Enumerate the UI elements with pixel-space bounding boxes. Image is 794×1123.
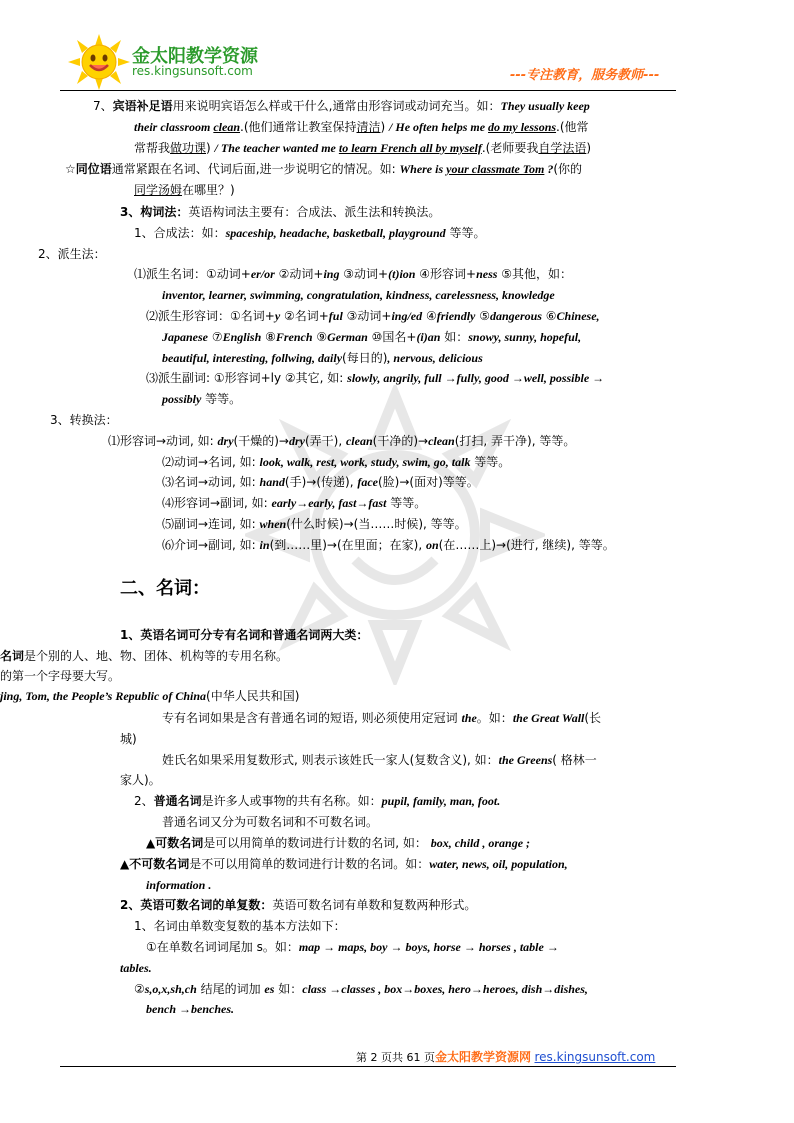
text-run: 同学汤姆: [134, 183, 183, 197]
example-text: their classroom: [134, 120, 214, 134]
term: 同位语: [75, 162, 112, 176]
text-run: (你的: [553, 162, 583, 176]
text-line: [134, 793, 500, 810]
text-run: 7、: [93, 99, 113, 113]
example-text: English: [222, 330, 262, 344]
text-line: [146, 1001, 234, 1018]
example-text: pupil, family, man, foot.: [381, 794, 501, 808]
example-text: on: [425, 538, 439, 552]
example-text: clean: [345, 434, 373, 448]
example-text: your classmate Tom: [446, 162, 545, 176]
text-run: (到……里)→(在里面；在家),: [269, 538, 426, 552]
text-run: ⑵动词→名词, 如:: [162, 455, 260, 469]
text-run: ⑩国名+: [367, 330, 417, 344]
text-run: ②名词+: [280, 309, 329, 323]
example-text: spaceship, headache, basketball, playground: [225, 226, 446, 240]
logo-url: res.kingsunsoft.com: [132, 64, 253, 78]
example-text: the: [461, 711, 477, 725]
heading: 2、派生法：: [38, 247, 106, 261]
text-run: 1、合成法：如：: [134, 226, 226, 240]
text-run: 如：: [274, 982, 303, 996]
text-run: ⑦: [208, 330, 223, 344]
text-line: [134, 225, 485, 242]
example-text: ness: [476, 267, 498, 281]
example-text: information .: [146, 878, 212, 892]
text-line: [0, 668, 120, 685]
text-line: [65, 161, 582, 178]
text-run: ②动词+: [274, 267, 324, 281]
example-text: dry: [288, 434, 305, 448]
text-line: [162, 474, 479, 491]
text-run: ⑤其他，如：: [497, 267, 573, 281]
header-divider: [60, 90, 676, 91]
example-text: clean: [213, 120, 241, 134]
example-text: map → maps, boy → boys, horse → horses , table →: [298, 940, 559, 954]
text-run: 常帮我: [134, 141, 171, 155]
text-line: [162, 454, 510, 471]
example-text: in: [259, 538, 270, 552]
example-text: Where is: [399, 162, 447, 176]
example-text: hand: [259, 475, 285, 489]
example-text: tables.: [120, 961, 152, 975]
text-run: 等等。: [445, 226, 486, 240]
example-text: friendly: [436, 309, 476, 323]
example-text: y: [274, 309, 281, 323]
text-line: [93, 98, 590, 115]
example-text: Chinese,: [556, 309, 600, 323]
text-line: [120, 204, 440, 221]
sun-icon: [68, 34, 130, 90]
term: 可数名词: [155, 836, 204, 850]
footer: [356, 1048, 655, 1065]
text-line: [162, 287, 555, 304]
text-line: [120, 731, 137, 748]
text-line: [38, 246, 106, 263]
header-slogan: ---专注教育，服务教师---: [510, 68, 660, 83]
text-run: ⑨: [312, 330, 328, 344]
text-line: [134, 140, 591, 157]
text-run: 是个别的人、地、物、团体、机构等的专用名称。: [24, 649, 289, 663]
text-line: [120, 772, 161, 789]
example-text: snowy, sunny, hopeful,: [468, 330, 582, 344]
text-run: 2、: [134, 794, 154, 808]
text-run: 通常紧跟在名词、代词后面,进一步说明它的情况。如:: [111, 162, 400, 176]
text-run: 如：: [440, 330, 469, 344]
text-run: ②: [134, 982, 145, 996]
text-run: 家人)。: [120, 773, 161, 787]
text-run: .(他常: [556, 120, 589, 134]
text-line: [162, 814, 378, 831]
example-text: ing/ed: [391, 309, 423, 323]
text-run: ): [586, 141, 592, 155]
text-run: ): [206, 141, 215, 155]
text-run: ): [380, 120, 390, 134]
text-run: 普通名词又分为可数名词和不可数名词。: [162, 815, 379, 829]
text-run: 是不可以用简单的数词进行计数的名词。如：: [189, 857, 430, 871]
text-line: [162, 516, 467, 533]
text-line: [162, 710, 601, 727]
text-run: 等等。: [470, 455, 511, 469]
example-text: They usually keep: [500, 99, 590, 113]
example-text: face: [357, 475, 378, 489]
text-line: [108, 433, 575, 450]
text-run: ⑶名词→动词, 如:: [162, 475, 260, 489]
text-run: (干燥的)→: [233, 434, 289, 448]
text-run: (脸)→(面对)等等。: [377, 475, 479, 489]
text-run: ③动词+: [342, 309, 392, 323]
text-run: (中华人民共和国): [206, 689, 300, 703]
example-text: (t)ion: [388, 267, 416, 281]
example-text: water, news, oil, population,: [429, 857, 568, 871]
text-run: 姓氏名如果采用复数形式, 则表示该姓氏一家人(复数含义), 如：: [162, 753, 499, 767]
text-run: 1、名词由单数变复数的基本方法如下：: [134, 919, 346, 933]
example-text: the Great Wall: [512, 711, 585, 725]
example-text: to learn French all by myself: [338, 141, 482, 155]
example-text: do my lessons: [488, 120, 557, 134]
text-run: 英语构词法主要有：合成法、派生法和转换法。: [188, 205, 441, 219]
text-line: [162, 495, 426, 512]
text-run: 城): [120, 732, 137, 746]
text-run: .(老师要我: [481, 141, 539, 155]
text-run: (长: [584, 711, 602, 725]
footer-divider: [60, 1066, 676, 1067]
text-line: [120, 856, 568, 873]
text-run: 专有名词如果是含有普通名词的短语, 则必须使用定冠词: [162, 711, 462, 725]
text-run: .(他们通常让教室保持: [240, 120, 357, 134]
page-info: 第 2 页共 61 页: [356, 1051, 435, 1064]
text-run: 英语可数名词有单数和复数两种形式。: [272, 898, 477, 912]
example-text: clean: [428, 434, 455, 448]
text-run: 的第一个字母要大写。: [0, 669, 121, 683]
text-run: ⑥: [541, 309, 557, 323]
example-text: look, walk, rest, work, study, swim, go, talk: [259, 455, 471, 469]
text-line: [134, 981, 588, 998]
text-run: ④形容词+: [415, 267, 477, 281]
text-line: [0, 688, 299, 705]
example-text: ful: [328, 309, 343, 323]
example-text: the Greens: [498, 753, 553, 767]
text-run: ⑹介词→副词, 如:: [162, 538, 260, 552]
text-line: [134, 119, 589, 136]
text-line: [146, 939, 559, 956]
text-run: (什么时候)→(当……时候), 等等。: [286, 517, 467, 531]
text-line: [134, 918, 346, 935]
example-text: / The teacher wanted me: [214, 141, 339, 155]
text-run: ⑸副词→连词, 如:: [162, 517, 260, 531]
text-line: [0, 648, 288, 665]
text-run: 是可以用简单的数词进行计数的名词, 如：: [203, 836, 431, 850]
example-text: beautiful, interesting, follwing, daily: [162, 351, 343, 365]
logo-text: 金太阳教学资源: [132, 46, 258, 67]
text-run: ⑴形容词→动词, 如:: [108, 434, 218, 448]
text-run: 。如：: [476, 711, 513, 725]
text-run: (手)→(传递),: [284, 475, 358, 489]
heading: 1、英语名词可分专有名词和普通名词两大类：: [120, 628, 369, 642]
example-text: (i)an: [416, 330, 441, 344]
text-line: [162, 752, 597, 769]
text-run: (弄干),: [304, 434, 346, 448]
example-text: class →classes , box→boxes, hero→heroes, dish→dishes,: [302, 982, 588, 996]
term: 不可数名词: [129, 857, 190, 871]
text-line: [146, 308, 600, 325]
text-run: (打扫, 弄干净), 等等。: [454, 434, 576, 448]
text-line: [162, 391, 241, 408]
text-line: [146, 835, 530, 852]
text-line: [162, 537, 615, 554]
example-text: French: [275, 330, 313, 344]
example-text: s,o,x,sh,ch: [144, 982, 197, 996]
text-line: [162, 350, 483, 367]
example-text: when: [259, 517, 287, 531]
text-line: [50, 412, 118, 429]
heading: 2、英语可数名词的单复数：: [120, 898, 273, 912]
text-run: 用来说明宾语怎么样或干什么,通常由形容词或动词充当。如：: [172, 99, 501, 113]
example-text: box, child , orange ;: [430, 836, 531, 850]
example-text: jing, Tom, the People’s Republic of China: [0, 689, 207, 703]
footer-brand: 金太阳教学资源网: [434, 1050, 531, 1064]
text-line: [146, 877, 211, 894]
example-text: dangerous: [489, 309, 542, 323]
example-text: bench →benches.: [146, 1002, 234, 1016]
text-line: [120, 627, 368, 644]
example-text: possibly: [162, 392, 202, 406]
text-run: ⑧: [261, 330, 276, 344]
text-run: ③动词+: [339, 267, 389, 281]
text-run: ( 格林一: [552, 753, 597, 767]
text-run: 是许多人或事物的共有名称。如：: [201, 794, 382, 808]
text-run: 在哪里？): [182, 183, 235, 197]
text-run: (每日的): [342, 351, 388, 365]
text-run: 等等。: [201, 392, 242, 406]
example-text: German: [327, 330, 368, 344]
example-text: / He often helps me: [389, 120, 489, 134]
example-text: dry: [217, 434, 234, 448]
text-run: 等等。: [386, 496, 427, 510]
text-run: 做功课: [170, 141, 207, 155]
text-run: 自学法语: [538, 141, 587, 155]
text-run: 结尾的词加: [196, 982, 265, 996]
text-line: [134, 182, 235, 199]
footer-url[interactable]: res.kingsunsoft.com: [534, 1050, 656, 1064]
text-run: ⑵派生形容词：①名词+: [146, 309, 275, 323]
example-text: ?: [544, 162, 554, 176]
text-run: ④: [422, 309, 437, 323]
example-text: , nervous, delicious: [387, 351, 483, 365]
term: 普通名词: [153, 794, 202, 808]
example-text: inventor, learner, swimming, congratulation, kindness, carelessness, knowledge: [162, 288, 555, 302]
example-text: Japanese: [162, 330, 208, 344]
text-run: ①在单数名词词尾加 s。如：: [146, 940, 299, 954]
example-text: early→early, fast→fast: [271, 496, 387, 510]
example-text: ing: [323, 267, 340, 281]
example-text: er/or: [250, 267, 275, 281]
triangle-icon: ▲: [146, 836, 156, 850]
heading: 3、构词法：: [120, 205, 189, 219]
text-line: [134, 266, 572, 283]
term: 宾语补足语: [112, 99, 173, 113]
text-line: [146, 370, 604, 387]
text-run: (干净的)→: [372, 434, 429, 448]
example-text: slowly, angrily, full →fully, good →well, possible →: [347, 371, 605, 385]
text-run: ⑴派生名词：①动词+: [134, 267, 251, 281]
text-line: [162, 329, 581, 346]
text-line: [120, 897, 476, 914]
text-run: ⑷形容词→副词, 如:: [162, 496, 272, 510]
text-run: (在……上)→(进行, 继续), 等等。: [438, 538, 615, 552]
text-run: 清洁: [356, 120, 381, 134]
star-icon: ☆: [65, 162, 76, 176]
term: 名词: [0, 649, 25, 663]
text-run: ⑶派生副词: ①形容词+ly ②其它, 如:: [146, 371, 348, 385]
section-title: 二、名词：: [120, 578, 210, 599]
text-line: [120, 960, 152, 977]
heading: 3、转换法：: [50, 413, 118, 427]
text-run: ⑤: [475, 309, 490, 323]
logo: [68, 34, 130, 90]
triangle-icon: ▲: [120, 857, 130, 871]
example-text: es: [264, 982, 275, 996]
